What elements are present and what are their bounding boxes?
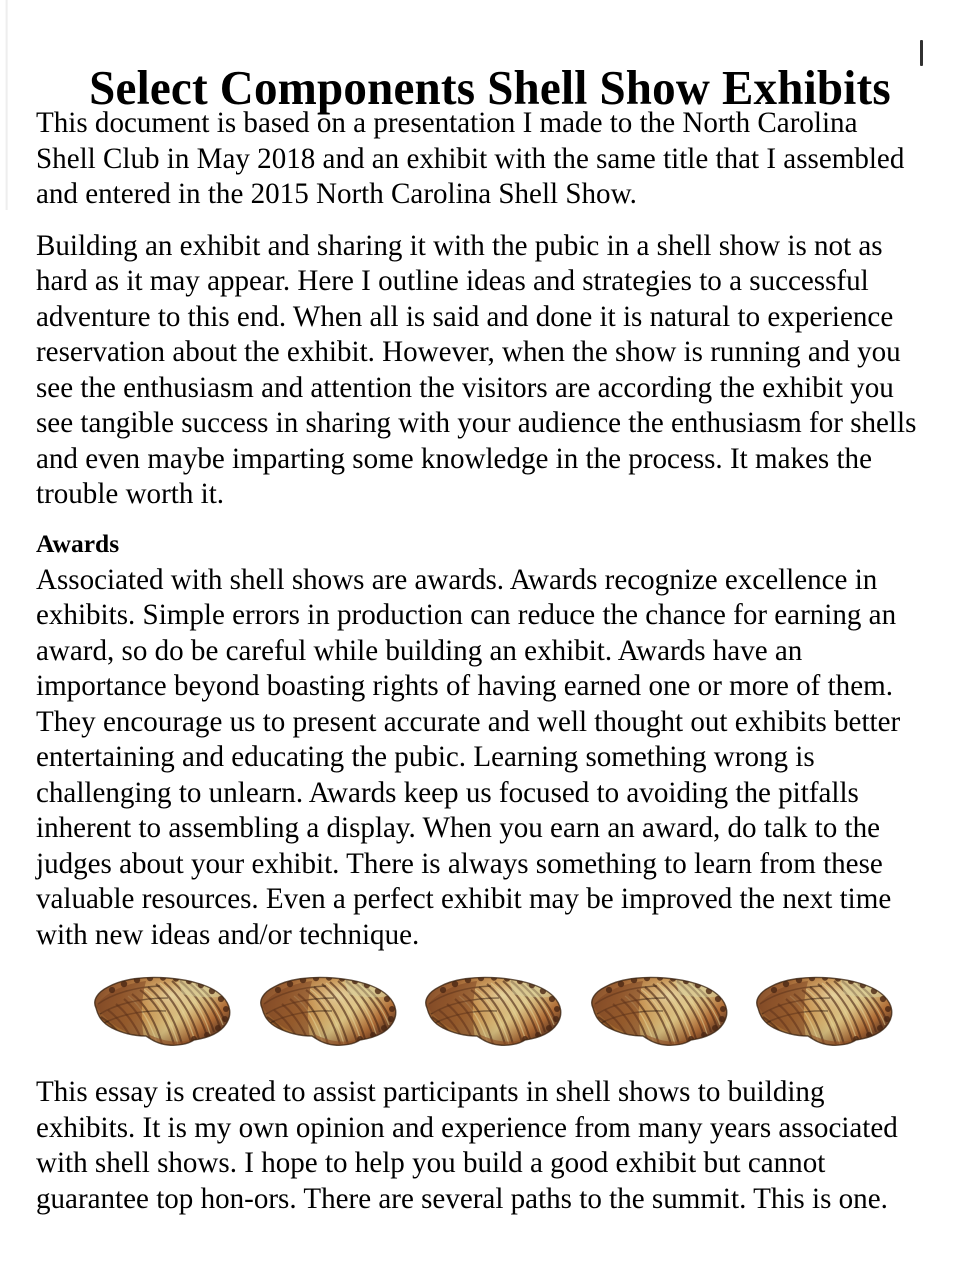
shell-row [82,968,898,1056]
document-closing [36,1075,937,1217]
section-heading-awards: Awards [36,528,120,558]
scan-edge-artifact [5,0,8,210]
paragraph-intro: This document is based on a presentation I made to the North Carolina Shell Club in May 2018 and an exhibit with the same title that I assembled and entered in the 2015 North Carolina Shell Show. [36,107,905,210]
shell-specimen [744,970,898,1054]
paragraph-building-exhibit: Building an exhibit and sharing it with the pubic in a shell show is not as hard as it may appear. Here I outline ideas and strategies to a successful adventure to this end. When all is said and done it is natural to experience reservation about the exhibit. However, when the show is running and you see the enthusiasm and attention the visitors are according the exhibit you see tangible success in sharing with your audience the enthusiasm for shells and even maybe imparting some knowledge in the process. It makes the trouble worth it. [36,229,917,510]
shell-specimen [248,970,402,1054]
paragraph-awards: Associated with shell shows are awards. Awards recognize excellence in exhibits. Simple errors in production can reduce the chance for earning an award, so do be careful while building an exhibit. Awards have an importance beyond boasting rights of having earned one or more of them. They encourage us to present accurate and well thought out exhibits better entertaining and educating the pubic. Learning something wrong is challenging to unlearn. Awards keep us focused to avoiding the pitfalls inherent to assembling a display. When you earn an award, do talk to the judges about your exhibit. There is always something to learn from these valuable resources. Even a perfect exhibit may be improved the next time with new ideas and/or technique. [36,563,901,951]
shell-specimen [413,970,567,1054]
paragraph-closing: This essay is created to assist participants in shell shows to building exhibits. It is my own opinion and experience from many years associated with shell shows. I hope to help you build a good exhibit but cannot guarantee top hon-ors. There are several paths to the summit. This is one. [36,1076,898,1215]
shell-specimen [82,970,236,1054]
document-body [36,106,937,953]
page-title: Select Components Shell Show Exhibits [89,59,891,115]
shell-specimen [579,970,733,1054]
